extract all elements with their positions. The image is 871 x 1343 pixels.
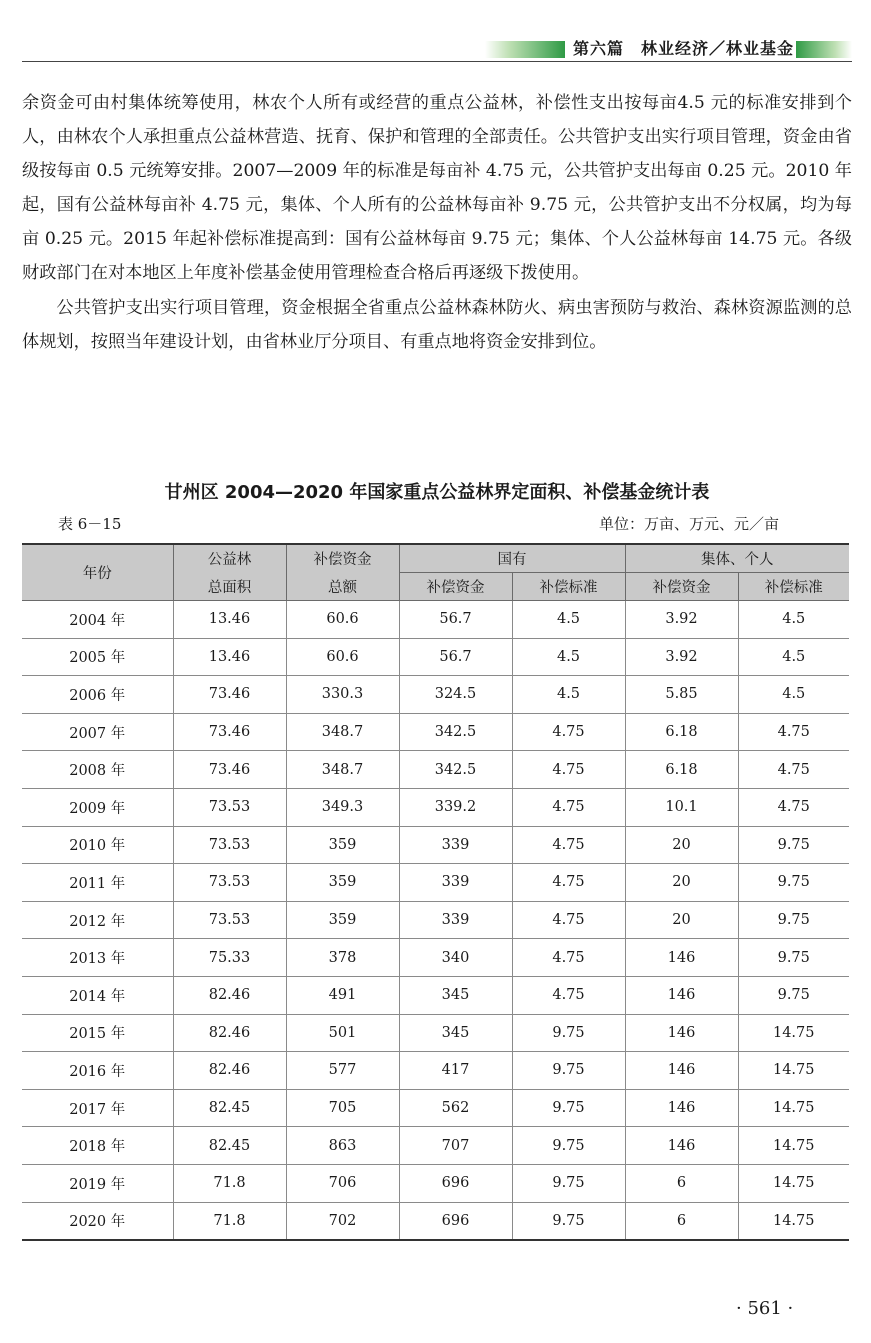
body-text <box>22 86 852 359</box>
cell-state-standard: 4.75 <box>512 901 625 939</box>
table-row <box>22 638 849 676</box>
cell-total-funds: 577 <box>286 1052 399 1090</box>
cell-total-funds: 863 <box>286 1127 399 1165</box>
cell-collective-standard: 14.75 <box>738 1089 849 1127</box>
cell-state-funds: 339 <box>399 901 512 939</box>
paragraph-2: 公共管护支出实行项目管理，资金根据全省重点公益林森林防火、病虫害预防与救治、森林资源监测的总体规划，按照当年建设计划，由省林业厅分项目、有重点地将资金安排到位。 <box>22 297 852 352</box>
cell-year: 2009 年 <box>22 788 173 826</box>
cell-state-standard: 4.75 <box>512 713 625 751</box>
cell-total-area: 82.45 <box>173 1089 286 1127</box>
cell-collective-funds: 146 <box>625 976 738 1014</box>
cell-total-area: 73.46 <box>173 676 286 714</box>
cell-year: 2014 年 <box>22 976 173 1014</box>
table-row <box>22 788 849 826</box>
header-state-funds: 补偿资金 <box>399 573 512 601</box>
cell-total-area: 82.45 <box>173 1127 286 1165</box>
cell-state-standard: 4.5 <box>512 638 625 676</box>
cell-total-area: 82.46 <box>173 1052 286 1090</box>
cell-year: 2013 年 <box>22 939 173 977</box>
cell-total-area: 73.53 <box>173 901 286 939</box>
cell-state-standard: 4.5 <box>512 676 625 714</box>
table-row <box>22 901 849 939</box>
header-rule <box>22 61 852 62</box>
table-title: 甘州区 2004—2020 年国家重点公益林界定面积、补偿基金统计表 <box>164 482 710 503</box>
cell-total-funds: 349.3 <box>286 788 399 826</box>
cell-collective-funds: 146 <box>625 1052 738 1090</box>
cell-collective-funds: 146 <box>625 939 738 977</box>
header-collective-funds: 补偿资金 <box>625 573 738 601</box>
header-total: 补偿资金 <box>286 544 399 573</box>
cell-year: 2015 年 <box>22 1014 173 1052</box>
table-row <box>22 713 849 751</box>
cell-total-area: 73.53 <box>173 826 286 864</box>
cell-total-funds: 702 <box>286 1202 399 1240</box>
cell-state-standard: 4.75 <box>512 864 625 902</box>
cell-state-funds: 324.5 <box>399 676 512 714</box>
cell-total-area: 73.46 <box>173 751 286 789</box>
cell-total-funds: 706 <box>286 1164 399 1202</box>
cell-year: 2016 年 <box>22 1052 173 1090</box>
cell-collective-funds: 6 <box>625 1164 738 1202</box>
cell-total-funds: 348.7 <box>286 713 399 751</box>
table-row <box>22 826 849 864</box>
page-number: · 561 · <box>736 1298 794 1319</box>
table-number: 表 6－15 <box>58 515 122 533</box>
cell-year: 2006 年 <box>22 676 173 714</box>
header-decor-bar-right <box>796 41 852 58</box>
cell-total-area: 73.53 <box>173 788 286 826</box>
cell-collective-standard: 14.75 <box>738 1127 849 1165</box>
cell-total-funds: 359 <box>286 826 399 864</box>
table-row <box>22 976 849 1014</box>
cell-total-funds: 378 <box>286 939 399 977</box>
header-state-group: 国有 <box>399 544 625 573</box>
table-row <box>22 1202 849 1240</box>
cell-collective-standard: 4.75 <box>738 751 849 789</box>
cell-collective-funds: 20 <box>625 826 738 864</box>
cell-state-standard: 9.75 <box>512 1164 625 1202</box>
cell-total-area: 82.46 <box>173 976 286 1014</box>
cell-total-area: 71.8 <box>173 1202 286 1240</box>
cell-state-standard: 4.75 <box>512 751 625 789</box>
cell-collective-funds: 146 <box>625 1089 738 1127</box>
table-row <box>22 751 849 789</box>
cell-total-area: 82.46 <box>173 1014 286 1052</box>
cell-total-funds: 501 <box>286 1014 399 1052</box>
cell-collective-standard: 4.5 <box>738 601 849 639</box>
cell-state-funds: 340 <box>399 939 512 977</box>
cell-collective-standard: 14.75 <box>738 1164 849 1202</box>
cell-total-area: 75.33 <box>173 939 286 977</box>
cell-state-funds: 339 <box>399 826 512 864</box>
cell-year: 2007 年 <box>22 713 173 751</box>
cell-year: 2008 年 <box>22 751 173 789</box>
cell-collective-standard: 4.75 <box>738 788 849 826</box>
cell-state-funds: 562 <box>399 1089 512 1127</box>
cell-total-area: 13.46 <box>173 638 286 676</box>
cell-total-funds: 491 <box>286 976 399 1014</box>
cell-total-funds: 60.6 <box>286 638 399 676</box>
cell-state-standard: 9.75 <box>512 1014 625 1052</box>
cell-total-area: 73.53 <box>173 864 286 902</box>
cell-collective-standard: 9.75 <box>738 864 849 902</box>
header-collective-group: 集体、个人 <box>625 544 849 573</box>
cell-collective-funds: 5.85 <box>625 676 738 714</box>
table-row <box>22 1014 849 1052</box>
table-row <box>22 864 849 902</box>
cell-state-funds: 345 <box>399 1014 512 1052</box>
cell-collective-standard: 14.75 <box>738 1014 849 1052</box>
cell-state-funds: 56.7 <box>399 601 512 639</box>
cell-state-funds: 417 <box>399 1052 512 1090</box>
cell-year: 2005 年 <box>22 638 173 676</box>
cell-year: 2012 年 <box>22 901 173 939</box>
table-row <box>22 1052 849 1090</box>
cell-collective-standard: 4.5 <box>738 676 849 714</box>
table-row <box>22 939 849 977</box>
cell-collective-funds: 20 <box>625 901 738 939</box>
cell-state-standard: 9.75 <box>512 1127 625 1165</box>
cell-total-funds: 359 <box>286 864 399 902</box>
cell-state-funds: 345 <box>399 976 512 1014</box>
header-collective-standard: 补偿标准 <box>738 573 849 601</box>
cell-year: 2019 年 <box>22 1164 173 1202</box>
cell-collective-funds: 20 <box>625 864 738 902</box>
cell-total-funds: 330.3 <box>286 676 399 714</box>
cell-state-funds: 342.5 <box>399 751 512 789</box>
cell-state-standard: 4.75 <box>512 976 625 1014</box>
header-title: 第六篇 林业经济／林业基金 <box>573 39 795 58</box>
cell-state-standard: 9.75 <box>512 1089 625 1127</box>
header-decor-bar-left <box>485 41 565 58</box>
table-row <box>22 1127 849 1165</box>
cell-total-funds: 60.6 <box>286 601 399 639</box>
table-unit: 单位：万亩、万元、元／亩 <box>599 515 780 533</box>
cell-total-funds: 705 <box>286 1089 399 1127</box>
cell-year: 2010 年 <box>22 826 173 864</box>
cell-total-area: 71.8 <box>173 1164 286 1202</box>
cell-collective-standard: 9.75 <box>738 939 849 977</box>
statistics-table <box>22 543 849 1241</box>
cell-year: 2017 年 <box>22 1089 173 1127</box>
cell-state-funds: 342.5 <box>399 713 512 751</box>
table-row <box>22 1164 849 1202</box>
cell-state-standard: 9.75 <box>512 1202 625 1240</box>
header-area-line2: 总面积 <box>173 573 286 601</box>
cell-collective-standard: 4.75 <box>738 713 849 751</box>
table-row <box>22 1089 849 1127</box>
cell-collective-standard: 14.75 <box>738 1052 849 1090</box>
cell-state-funds: 56.7 <box>399 638 512 676</box>
cell-state-funds: 707 <box>399 1127 512 1165</box>
cell-state-standard: 9.75 <box>512 1052 625 1090</box>
cell-collective-standard: 9.75 <box>738 976 849 1014</box>
cell-collective-standard: 4.5 <box>738 638 849 676</box>
cell-collective-funds: 3.92 <box>625 638 738 676</box>
paragraph-1: 余资金可由村集体统筹使用，林农个人所有或经营的重点公益林，补偿性支出按每亩4.5 元的标准安排到个人，由林农个人承担重点公益林营造、抚育、保护和管理的全部责任。公共管护支出实行项目管理，资金由省级按每亩 0.5 元统筹安排。2007—2009 年的标准是每亩补 4.75 元，公共管护支出每亩 0.25 元。2010 年起，国有公益林每亩补 4.75 元，集体、个人所有的公益林每亩补 9.75 元，公共管护支出不分权属，均为每亩 0.25 元。2015 年起补偿标准提高到：国有公益林每亩 9.75 元；集体、个人公益林每亩 14.75 元。各级财政部门在对本地区上年度补偿基金使用管理检查合格后再逐级下拨使用。 <box>22 93 852 284</box>
cell-state-funds: 339 <box>399 864 512 902</box>
cell-collective-funds: 6.18 <box>625 751 738 789</box>
table-row <box>22 601 849 639</box>
cell-state-standard: 4.5 <box>512 601 625 639</box>
cell-collective-funds: 6.18 <box>625 713 738 751</box>
cell-collective-funds: 146 <box>625 1014 738 1052</box>
header-area: 公益林 <box>173 544 286 573</box>
header-state-standard: 补偿标准 <box>512 573 625 601</box>
header-total-line2: 总额 <box>286 573 399 601</box>
cell-collective-standard: 9.75 <box>738 901 849 939</box>
cell-year: 2011 年 <box>22 864 173 902</box>
cell-state-funds: 696 <box>399 1164 512 1202</box>
cell-collective-standard: 9.75 <box>738 826 849 864</box>
cell-year: 2004 年 <box>22 601 173 639</box>
cell-state-standard: 4.75 <box>512 826 625 864</box>
cell-collective-funds: 10.1 <box>625 788 738 826</box>
cell-total-area: 73.46 <box>173 713 286 751</box>
cell-state-standard: 4.75 <box>512 939 625 977</box>
header-year: 年份 <box>22 544 173 601</box>
cell-state-funds: 696 <box>399 1202 512 1240</box>
cell-year: 2020 年 <box>22 1202 173 1240</box>
cell-state-funds: 339.2 <box>399 788 512 826</box>
cell-collective-funds: 146 <box>625 1127 738 1165</box>
cell-collective-standard: 14.75 <box>738 1202 849 1240</box>
running-header <box>22 38 852 62</box>
cell-total-funds: 348.7 <box>286 751 399 789</box>
table-row <box>22 676 849 714</box>
cell-collective-funds: 3.92 <box>625 601 738 639</box>
cell-total-funds: 359 <box>286 901 399 939</box>
cell-state-standard: 4.75 <box>512 788 625 826</box>
cell-year: 2018 年 <box>22 1127 173 1165</box>
cell-collective-funds: 6 <box>625 1202 738 1240</box>
cell-total-area: 13.46 <box>173 601 286 639</box>
